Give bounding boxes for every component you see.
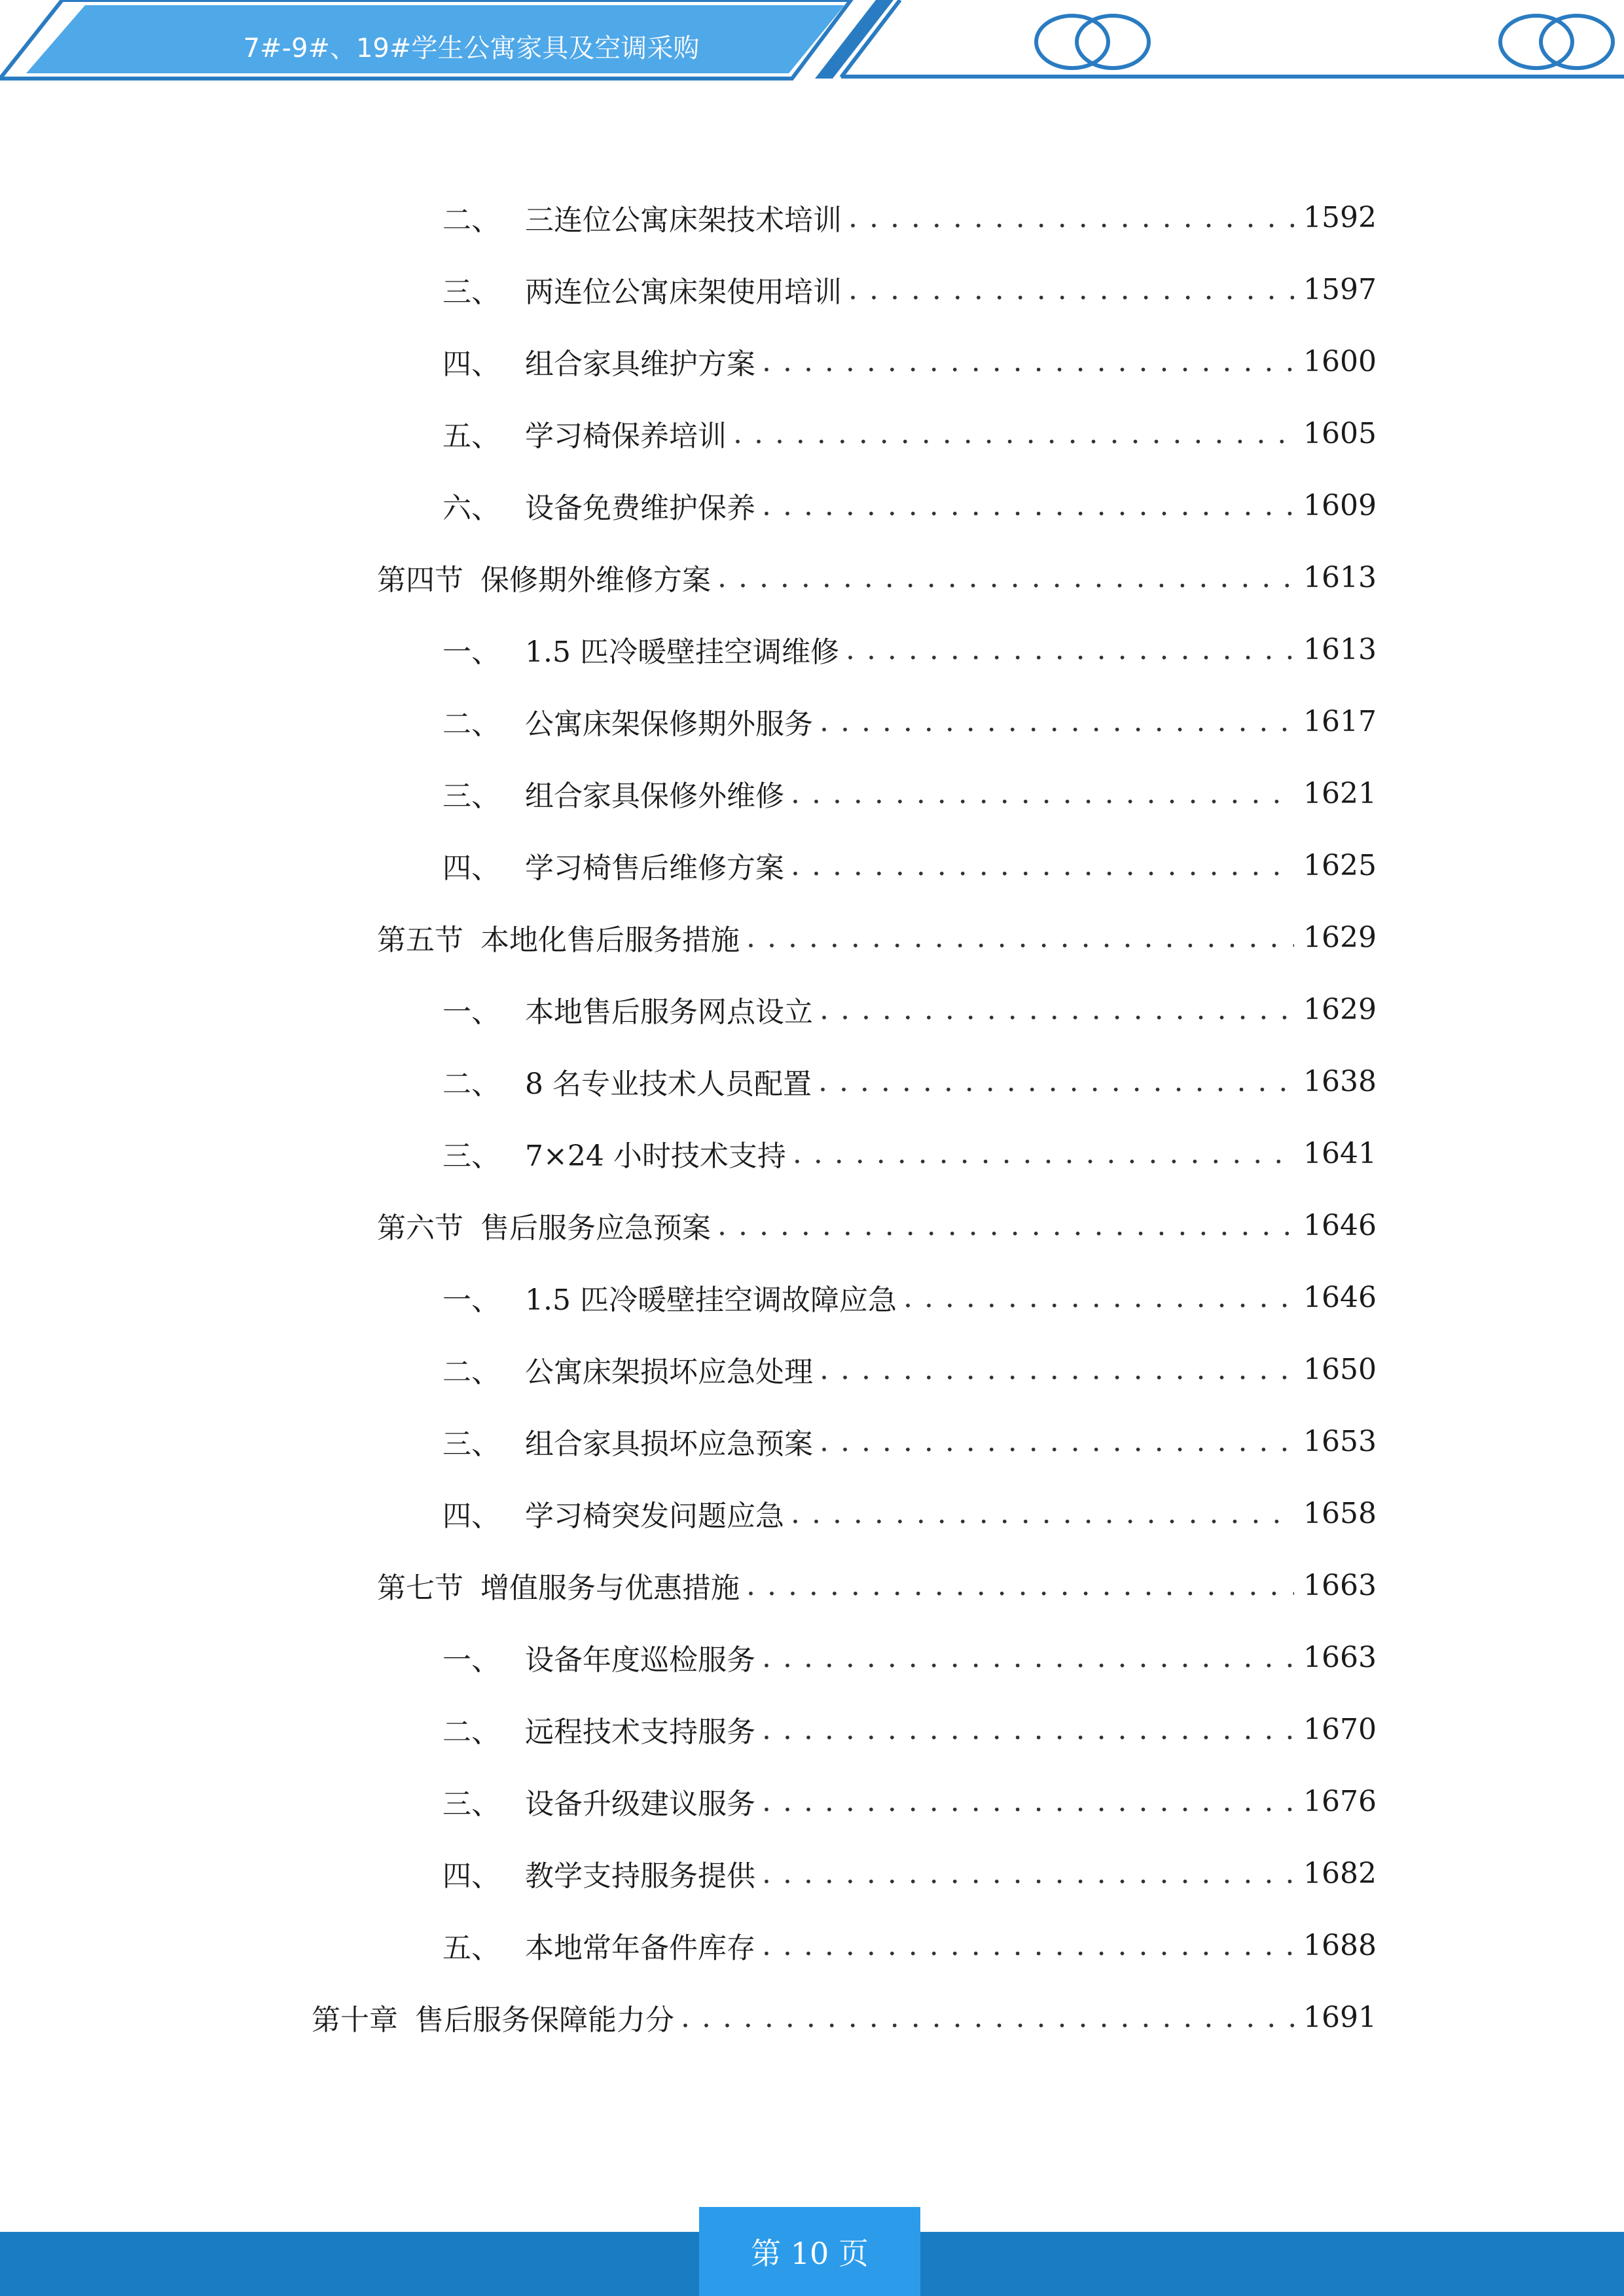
toc-entry-number: 二、 xyxy=(442,204,500,237)
toc-entry-number: 六、 xyxy=(442,492,500,525)
toc-entry-number: 二、 xyxy=(442,1715,500,1749)
toc-entry-number: 四、 xyxy=(442,1499,500,1533)
toc-entry[interactable] xyxy=(442,990,1377,1029)
toc-entry-number: 五、 xyxy=(442,1931,500,1965)
toc-entry-number: 第五节 xyxy=(377,924,463,957)
toc-entry-number: 第六节 xyxy=(377,1211,463,1245)
toc-entry-title: 设备升级建议服务 xyxy=(525,1787,755,1821)
toc-entry-title: 本地售后服务网点设立 xyxy=(525,996,813,1029)
toc-entry-page: 1646 xyxy=(1303,1280,1377,1314)
toc-dot-leader xyxy=(820,1353,1294,1386)
toc-entry-title: 学习椅售后维修方案 xyxy=(525,852,784,885)
toc-entry[interactable] xyxy=(442,1422,1377,1461)
toc-entry-number: 四、 xyxy=(442,348,500,381)
toc-entry-page: 1600 xyxy=(1303,344,1377,378)
toc-entry[interactable] xyxy=(442,774,1377,813)
toc-entry-title: 三连位公寓床架技术培训 xyxy=(525,204,842,237)
toc-entry-number: 四、 xyxy=(442,852,500,885)
toc-entry[interactable] xyxy=(442,1926,1377,1965)
toc-entry-title: 保修期外维修方案 xyxy=(480,564,711,597)
toc-entry-title: 设备免费维护保养 xyxy=(525,492,755,525)
page-number: 第 10 页 xyxy=(699,2207,920,2296)
toc-entry-title: 组合家具损坏应急预案 xyxy=(525,1427,813,1461)
toc-entry-title: 学习椅保养培训 xyxy=(525,420,727,453)
toc-entry[interactable] xyxy=(442,1062,1377,1101)
toc-entry[interactable] xyxy=(442,414,1377,453)
toc-entry-page: 1653 xyxy=(1303,1424,1377,1458)
toc-entry-page: 1609 xyxy=(1303,488,1377,522)
toc-dot-leader xyxy=(746,1569,1294,1602)
toc-entry-number: 三、 xyxy=(442,1427,500,1461)
toc-entry[interactable] xyxy=(442,846,1377,885)
toc-entry[interactable] xyxy=(442,1278,1377,1317)
toc-dot-leader xyxy=(848,201,1294,234)
rings-icon-left xyxy=(1036,16,1149,68)
toc-entry-page: 1646 xyxy=(1303,1208,1377,1242)
toc-entry[interactable] xyxy=(442,1782,1377,1821)
toc-entry-page: 1638 xyxy=(1303,1064,1377,1098)
toc-entry[interactable] xyxy=(442,630,1377,669)
toc-entry-page: 1676 xyxy=(1303,1784,1377,1818)
toc-entry-title: 增值服务与优惠措施 xyxy=(480,1571,740,1605)
toc-entry-number: 第七节 xyxy=(377,1571,463,1605)
toc-entry-number: 一、 xyxy=(442,996,500,1029)
toc-entry-title: 组合家具保修外维修 xyxy=(525,780,784,813)
toc-dot-leader xyxy=(818,1065,1294,1098)
toc-entry-title: 8 名专业技术人员配置 xyxy=(525,1067,812,1101)
toc-dot-leader xyxy=(762,1857,1294,1890)
toc-entry-page: 1597 xyxy=(1303,272,1377,306)
toc-entry-number: 第四节 xyxy=(377,564,463,597)
toc-dot-leader xyxy=(762,345,1294,378)
toc-entry-number: 一、 xyxy=(442,1283,500,1317)
toc-section-entry[interactable] xyxy=(377,1206,1377,1245)
rings-icon-right xyxy=(1500,16,1613,68)
toc-entry[interactable] xyxy=(442,342,1377,381)
toc-entry-number: 二、 xyxy=(442,708,500,741)
toc-entry[interactable] xyxy=(442,1494,1377,1533)
toc-entry-number: 一、 xyxy=(442,636,500,669)
toc-entry-title: 组合家具维护方案 xyxy=(525,348,755,381)
toc-entry-page: 1670 xyxy=(1303,1712,1377,1746)
toc-dot-leader xyxy=(762,1785,1294,1818)
toc-section-entry[interactable] xyxy=(377,558,1377,597)
toc-dot-leader xyxy=(681,2001,1294,2034)
toc-entry-number: 二、 xyxy=(442,1067,500,1101)
toc-entry-page: 1625 xyxy=(1303,848,1377,882)
toc-dot-leader xyxy=(846,633,1294,666)
toc-entry-number: 四、 xyxy=(442,1859,500,1893)
toc-entry-number: 第十章 xyxy=(312,2003,398,2037)
toc-entry[interactable] xyxy=(442,702,1377,741)
toc-entry-title: 1.5 匹冷暖壁挂空调故障应急 xyxy=(525,1283,897,1317)
toc-entry-title: 售后服务保障能力分 xyxy=(415,2003,674,2037)
toc-entry[interactable] xyxy=(442,1710,1377,1749)
toc-entry-page: 1691 xyxy=(1303,2000,1377,2034)
toc-dot-leader xyxy=(820,705,1294,738)
toc-entry-page: 1650 xyxy=(1303,1352,1377,1386)
toc-entry-page: 1617 xyxy=(1303,704,1377,738)
toc-dot-leader xyxy=(717,1209,1294,1242)
toc-dot-leader xyxy=(762,1713,1294,1746)
toc-entry[interactable] xyxy=(442,1134,1377,1173)
toc-entry-title: 两连位公寓床架使用培训 xyxy=(525,276,842,309)
toc-entry-number: 二、 xyxy=(442,1355,500,1389)
toc-dot-leader xyxy=(717,561,1294,594)
toc-section-entry[interactable] xyxy=(377,1566,1377,1605)
toc-dot-leader xyxy=(762,1641,1294,1674)
toc-entry-title: 7×24 小时技术支持 xyxy=(525,1139,786,1173)
toc-entry-page: 1629 xyxy=(1303,920,1377,954)
toc-dot-leader xyxy=(791,849,1294,882)
toc-dot-leader xyxy=(762,1929,1294,1962)
toc-entry-number: 三、 xyxy=(442,780,500,813)
toc-dot-leader xyxy=(762,489,1294,522)
toc-dot-leader xyxy=(903,1281,1294,1314)
toc-dot-leader xyxy=(820,993,1294,1026)
toc-entry[interactable] xyxy=(442,1350,1377,1389)
toc-dot-leader xyxy=(733,417,1294,450)
toc-entry-page: 1629 xyxy=(1303,992,1377,1026)
toc-dot-leader xyxy=(820,1425,1294,1458)
toc-entry-number: 一、 xyxy=(442,1643,500,1677)
toc-entry-title: 远程技术支持服务 xyxy=(525,1715,755,1749)
toc-entry-page: 1592 xyxy=(1303,200,1377,234)
toc-dot-leader xyxy=(793,1137,1294,1170)
toc-dot-leader xyxy=(746,921,1294,954)
toc-entry-page: 1688 xyxy=(1303,1928,1377,1962)
toc-entry-title: 公寓床架损坏应急处理 xyxy=(525,1355,813,1389)
toc-entry-number: 三、 xyxy=(442,276,500,309)
toc-entry[interactable] xyxy=(442,270,1377,309)
toc-entry-page: 1663 xyxy=(1303,1568,1377,1602)
toc-dot-leader xyxy=(848,273,1294,306)
toc-entry-title: 售后服务应急预案 xyxy=(480,1211,711,1245)
toc-entry-title: 本地化售后服务措施 xyxy=(480,924,740,957)
toc-entry-number: 五、 xyxy=(442,420,500,453)
toc-section-entry[interactable] xyxy=(377,918,1377,957)
toc-entry-title: 公寓床架保修期外服务 xyxy=(525,708,813,741)
toc-entry-title: 学习椅突发问题应急 xyxy=(525,1499,784,1533)
toc-entry-page: 1641 xyxy=(1303,1136,1377,1170)
toc-entry-title: 设备年度巡检服务 xyxy=(525,1643,755,1677)
page-header xyxy=(0,0,1624,85)
toc-entry-title: 1.5 匹冷暖壁挂空调维修 xyxy=(525,636,839,669)
toc-entry-page: 1682 xyxy=(1303,1856,1377,1890)
toc-entry[interactable] xyxy=(442,1638,1377,1677)
toc-entry[interactable] xyxy=(442,1854,1377,1893)
toc-entry-page: 1663 xyxy=(1303,1640,1377,1674)
toc-dot-leader xyxy=(791,1497,1294,1530)
toc-chapter-entry[interactable] xyxy=(312,1998,1377,2037)
document-title: 7#-9#、19#学生公寓家具及空调采购 xyxy=(243,33,700,63)
toc-entry-page: 1605 xyxy=(1303,416,1377,450)
toc-entry-number: 三、 xyxy=(442,1139,500,1173)
toc-entry-title: 教学支持服务提供 xyxy=(525,1859,755,1893)
toc-entry-page: 1621 xyxy=(1303,776,1377,810)
toc-entry-page: 1658 xyxy=(1303,1496,1377,1530)
toc-entry-page: 1613 xyxy=(1303,560,1377,594)
toc-entry-number: 三、 xyxy=(442,1787,500,1821)
toc-entry-title: 本地常年备件库存 xyxy=(525,1931,755,1965)
toc-entry[interactable] xyxy=(442,486,1377,525)
toc-dot-leader xyxy=(791,777,1294,810)
toc-entry[interactable] xyxy=(442,198,1377,237)
toc-entry-page: 1613 xyxy=(1303,632,1377,666)
